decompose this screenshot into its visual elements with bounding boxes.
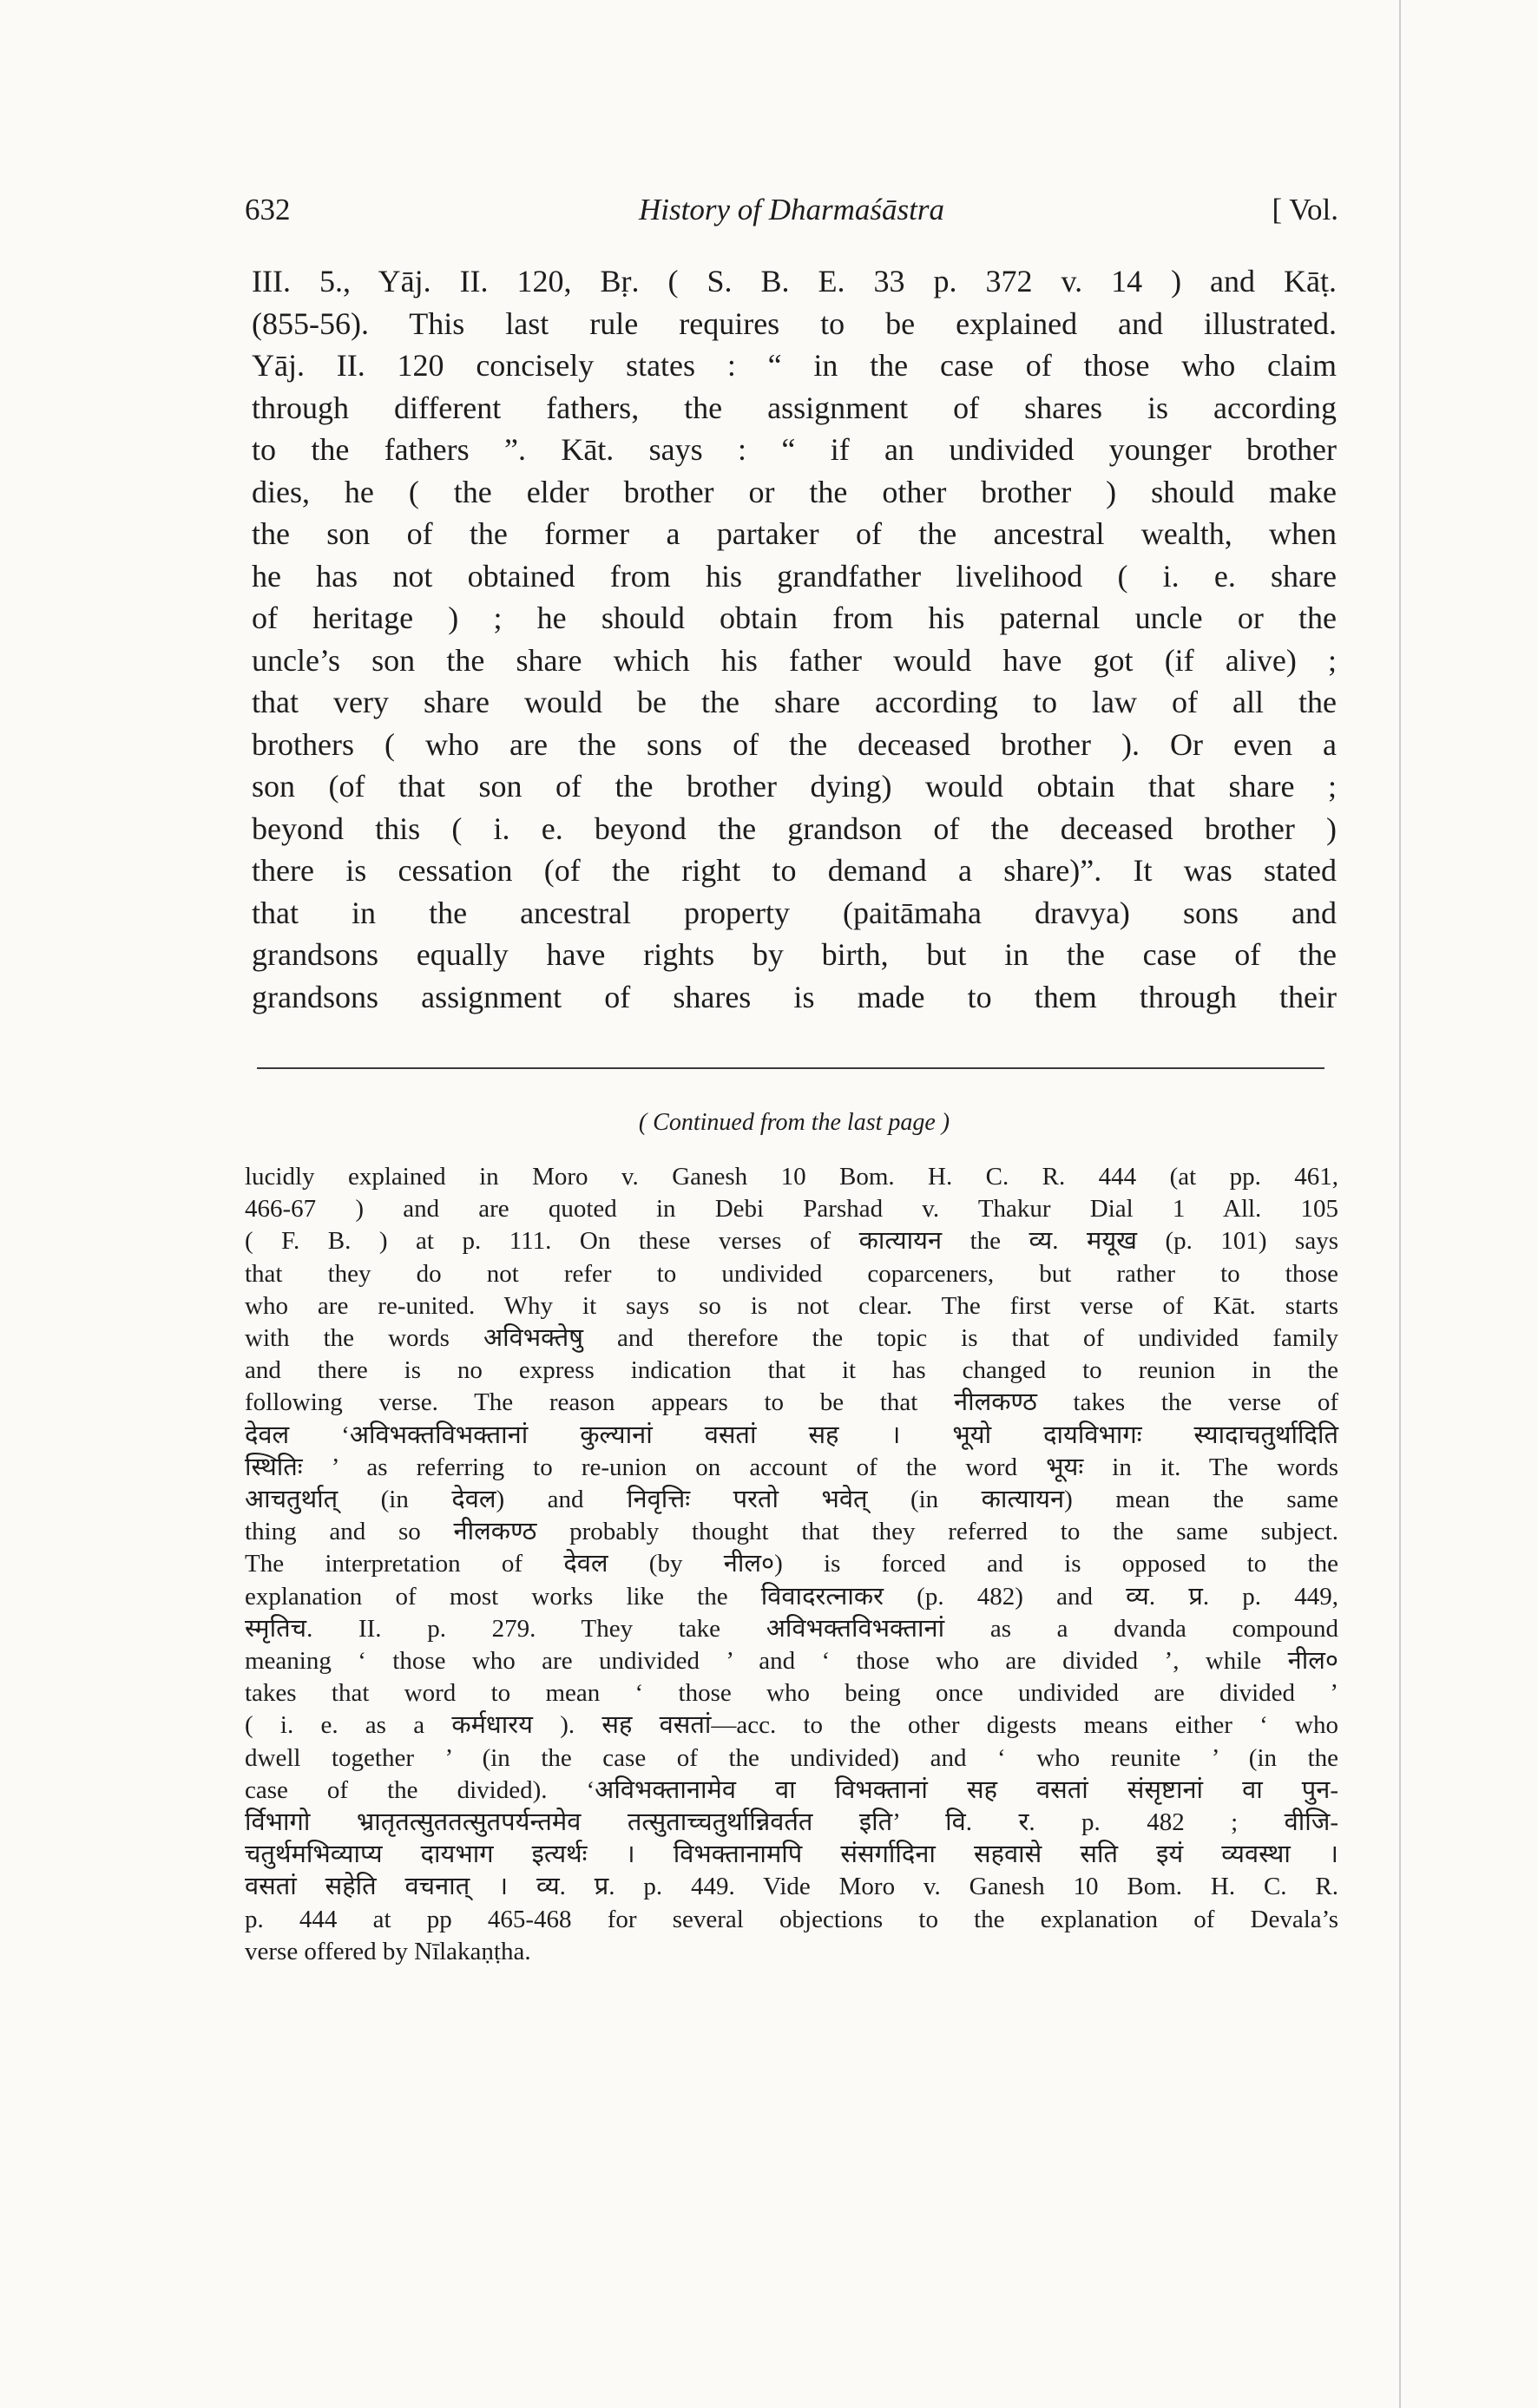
body-line: that in the ancestral property (paitāmaha dravya) sons and [252,895,1337,930]
body-line: to the fathers ”. Kāt. says : “ if an undivided younger brother [252,432,1337,467]
main-text [252,260,1337,1018]
footnote-divider [257,1067,1324,1069]
footnote-line: following verse. The reason appears to be that नीलकण्ठ takes the verse of [245,1388,1338,1417]
page-number: 632 [245,193,291,226]
page-edge-line [1399,0,1401,2408]
footnote-line: The interpretation of देवल (by नील०) is forced and is opposed to the [245,1550,1338,1578]
footnote-line: ( F. B. ) at p. 111. On these verses of कात्यायन the व्य. मयूख (p. 101) says [245,1227,1338,1256]
footnote-line: meaning ‘ those who are undivided ’ and ‘ those who are divided ’, while नील० [245,1647,1338,1676]
footnote-line: verse offered by Nīlakaṇṭha. [245,1937,531,1965]
body-line: brothers ( who are the sons of the deceased brother ). Or even a [252,726,1337,762]
body-line: of heritage ) ; he should obtain from his paternal uncle or the [252,600,1337,635]
footnote-text [245,1161,1338,1968]
footnote-line: र्विभागो भ्रातृतत्सुततत्सुतपर्यन्तमेव तत्सुताच्चतुर्थान्निवर्तत इति’ वि. र. p. 482 ; वीजि- [245,1808,1338,1837]
body-line: uncle’s son the share which his father would have got (if alive) ; [252,642,1337,678]
footnote-line: explanation of most works like the विवादरत्नाकर (p. 482) and व्य. प्र. p. 449, [245,1582,1338,1611]
body-line: through different fathers, the assignment of shares is according [252,390,1337,425]
footnote-line: with the words अविभक्तेषु and therefore the topic is that of undivided family [245,1324,1338,1353]
body-line: that very share would be the share according to law of all the [252,685,1337,719]
body-line: dies, he ( the elder brother or the other brother ) should make [252,474,1337,509]
body-line: there is cessation (of the right to demand a share)”. It was stated [252,853,1337,888]
body-line: Yāj. II. 120 concisely states : “ in the case of those who claim [252,348,1337,383]
footnote-line: and there is no express indication that it has changed to reunion in the [245,1356,1338,1385]
footnote-line: चतुर्थमभिव्याप्य दायभाग इत्यर्थः । विभक्तानामपि संसर्गादिना सहवासे सति इयं व्यवस्था । [245,1840,1338,1869]
footnote-line: dwell together ’ (in the case of the undivided) and ‘ who reunite ’ (in the [245,1743,1338,1772]
footnote-line: who are re-united. Why it says so is not clear. The first verse of Kāt. starts [245,1291,1338,1320]
footnote-line: स्थितिः ’ as referring to re-union on account of the word भूयः in it. The words [245,1453,1338,1481]
body-line: the son of the former a partaker of the ancestral wealth, when [252,516,1337,551]
volume-label: [ Vol. [1272,193,1338,226]
running-header [245,193,1338,241]
running-title: History of Dharmaśāstra [639,193,944,226]
footnote-line: देवल ‘अविभक्तविभक्तानां कुल्यानां वसतां सह । भूयो दायविभागः स्यादाचतुर्थादिति [245,1421,1338,1449]
footnote-line: आचतुर्थात् (in देवल) and निवृत्तिः परतो भवेत् (in कात्यायन) mean the same [245,1486,1338,1514]
footnote-line: that they do not refer to undivided coparceners, but rather to those [245,1259,1338,1288]
footnote-line: ( i. e. as a कर्मधारय ). सह वसतां—acc. to the other digests means either ‘ who [245,1711,1338,1740]
body-line: grandsons assignment of shares is made to them through their [252,979,1337,1014]
footnote-line: 466-67 ) and are quoted in Debi Parshad v. Thakur Dial 1 All. 105 [245,1195,1338,1224]
footnote-line: takes that word to mean ‘ those who being once undivided are divided ’ [245,1679,1338,1708]
footnote-line: case of the divided). ‘अविभक्तानामेव वा विभक्तानां सह वसतां संसृष्टानां वा पुन- [245,1775,1338,1804]
body-line: he has not obtained from his grandfather livelihood ( i. e. share [252,558,1337,594]
body-line: son (of that son of the brother dying) would obtain that share ; [252,769,1337,804]
footnote-heading: ( Continued from the last page ) [638,1109,950,1136]
body-line: beyond this ( i. e. beyond the grandson of the deceased brother ) [252,810,1337,846]
footnote-line: वसतां सहेति वचनात् । व्य. प्र. p. 449. Vide Moro v. Ganesh 10 Bom. H. C. R. [245,1873,1338,1901]
footnote-line: p. 444 at pp 465-468 for several objections to the explanation of Devala’s [245,1905,1338,1933]
footnote-line: thing and so नीलकण्ठ probably thought that they referred to the same subject. [245,1518,1338,1546]
footnote-line: स्मृतिच. II. p. 279. They take अविभक्तविभक्तानां as a dvanda compound [245,1614,1338,1643]
body-line: III. 5., Yāj. II. 120, Bṛ. ( S. B. E. 33 p. 372 v. 14 ) and Kāṭ. [252,264,1337,299]
body-line: (855-56). This last rule requires to be explained and illustrated. [252,305,1337,341]
footnote-line: lucidly explained in Moro v. Ganesh 10 Bom. H. C. R. 444 (at pp. 461, [245,1163,1338,1191]
body-line: grandsons equally have rights by birth, but in the case of the [252,937,1337,972]
